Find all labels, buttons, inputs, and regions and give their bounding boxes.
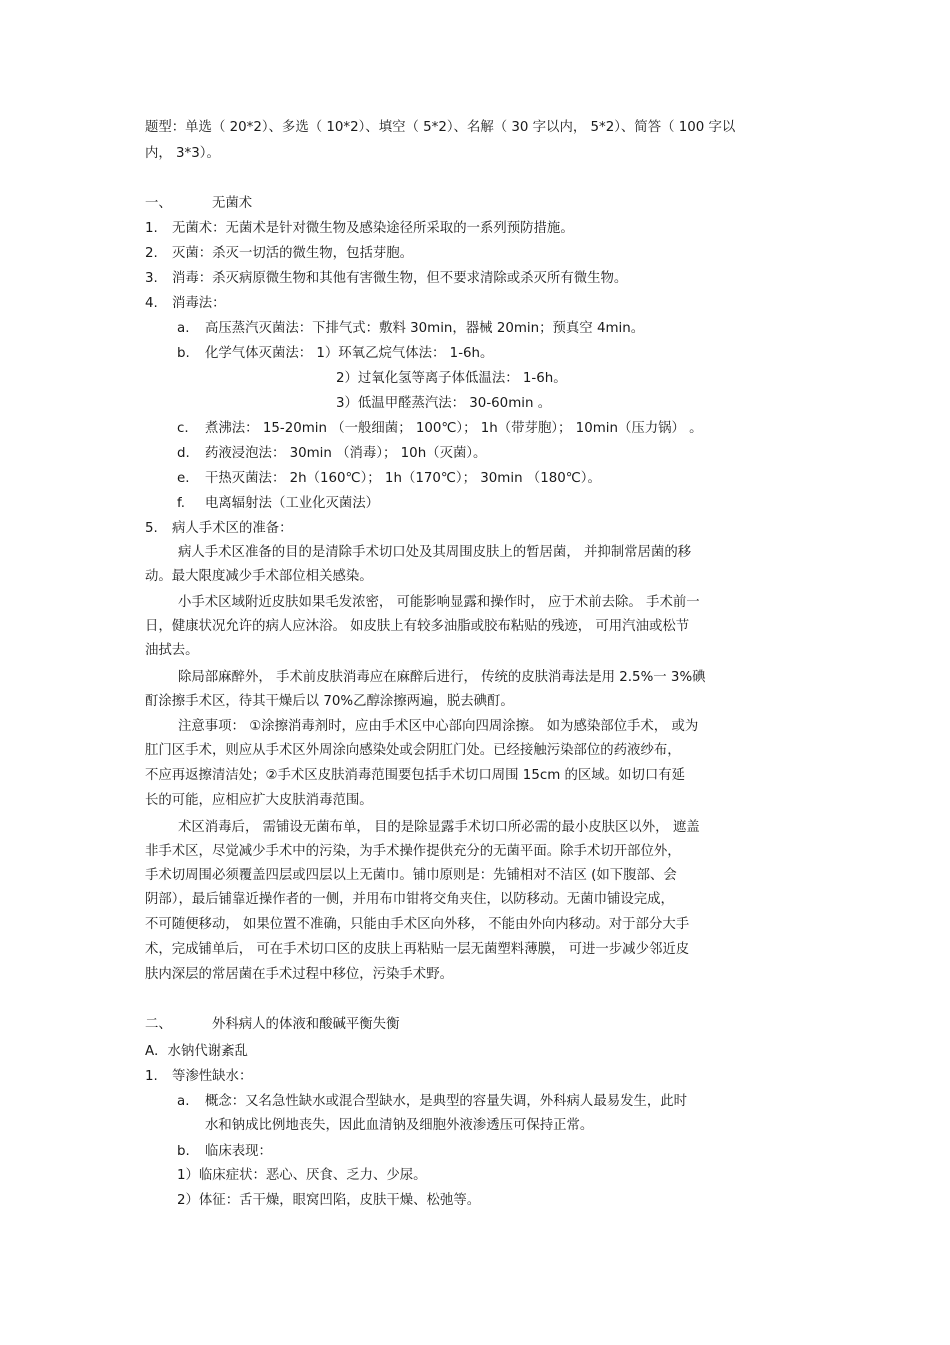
method-b-sub-3: 3）低温甲醛蒸汽法： 30-60min 。 xyxy=(336,396,552,411)
method-d-text: 药液浸泡法： 30min （消毒）； 10h（灭菌）。 xyxy=(205,446,487,461)
method-f-text: 电离辐射法（工业化灭菌法） xyxy=(205,496,380,511)
item-3-text: 消毒：杀灭病原微生物和其他有害微生物，但不要求清除或杀灭所有微生物。 xyxy=(172,271,628,286)
paragraph-5-line-3: 手术切周围必须覆盖四层或四层以上无菌巾。铺巾原则是：先铺相对不洁区 (如下腹部、会 xyxy=(145,868,677,883)
paragraph-5-line-1: 术区消毒后， 需铺设无菌布单， 目的是除显露手术切口所必需的最小皮肤区以外， 遮盖 xyxy=(178,820,700,835)
item-1-number: 1. xyxy=(145,221,158,236)
method-c-mark: c. xyxy=(177,421,189,436)
paragraph-1-line-2: 动。最大限度减少手术部位相关感染。 xyxy=(145,569,373,584)
item-1-text: 无菌术：无菌术是针对微生物及感染途径所采取的一系列预防措施。 xyxy=(172,221,574,236)
paragraph-4-line-3: 不应再返擦清洁处；②手术区皮肤消毒范围要包括手术切口周围 15cm 的区域。如切口有延 xyxy=(145,768,686,783)
paragraph-4-line-1: 注意事项： ①涂擦消毒剂时，应由手术区中心部向四周涂擦。 如为感染部位手术， 或为 xyxy=(178,719,699,734)
s2-b-text: 临床表现： xyxy=(205,1144,272,1159)
s2-item-1-number: 1. xyxy=(145,1069,158,1084)
method-a-mark: a. xyxy=(177,321,190,336)
paragraph-1-line-1: 病人手术区准备的目的是清除手术切口处及其周围皮肤上的暂居菌， 并抑制常居菌的移 xyxy=(178,545,692,560)
method-d-mark: d. xyxy=(177,446,190,461)
s2-b-mark: b. xyxy=(177,1144,190,1159)
s2-symptoms-line: 1）临床症状：恶心、厌食、乏力、少尿。 xyxy=(177,1168,427,1183)
exam-format-line-2: 内， 3*3）。 xyxy=(145,146,220,161)
item-4-text: 消毒法： xyxy=(172,296,226,311)
item-3-number: 3. xyxy=(145,271,158,286)
section-1-number: 一、 xyxy=(145,196,172,211)
subsection-a-title: A．水钠代谢紊乱 xyxy=(145,1044,248,1059)
item-5-text: 病人手术区的准备： xyxy=(172,521,293,536)
method-a-text: 高压蒸汽灭菌法：下排气式：敷料 30min，器械 20min；预真空 4min。 xyxy=(205,321,645,336)
s2-item-1-text: 等渗性缺水： xyxy=(172,1069,253,1084)
section-2-number: 二、 xyxy=(145,1017,172,1032)
item-2-number: 2. xyxy=(145,246,158,261)
paragraph-5-line-2: 非手术区，尽觉减少手术中的污染，为手术操作提供充分的无菌平面。除手术切开部位外， xyxy=(145,844,681,859)
s2-a-line-2: 水和钠成比例地丧失，因此血清钠及细胞外液渗透压可保持正常。 xyxy=(205,1118,594,1133)
paragraph-4-line-2: 肛门区手术，则应从手术区外周涂向感染处或会阴肛门处。已经接触污染部位的药液纱布， xyxy=(145,743,681,758)
method-b-mark: b. xyxy=(177,346,190,361)
method-b-text: 化学气体灭菌法： 1）环氧乙烷气体法： 1-6h。 xyxy=(205,346,494,361)
method-b-sub-2: 2）过氧化氢等离子体低温法： 1-6h。 xyxy=(336,371,567,386)
method-e-mark: e. xyxy=(177,471,190,486)
paragraph-5-line-4: 阴部），最后铺靠近操作者的一侧，并用布巾钳将交角夹住，以防移动。无菌巾铺设完成， xyxy=(145,892,674,907)
paragraph-2-line-2: 日，健康状况允许的病人应沐浴。 如皮肤上有较多油脂或胶布粘贴的残迹， 可用汽油或松节 xyxy=(145,619,690,634)
section-1-title: 无菌术 xyxy=(212,196,253,211)
paragraph-3-line-1: 除局部麻醉外， 手术前皮肤消毒应在麻醉后进行， 传统的皮肤消毒法是用 2.5%一 3%碘 xyxy=(178,670,706,685)
s2-a-mark: a. xyxy=(177,1094,190,1109)
s2-signs-line: 2）体征：舌干燥，眼窝凹陷，皮肤干燥、松弛等。 xyxy=(177,1193,481,1208)
paragraph-2-line-1: 小手术区域附近皮肤如果毛发浓密， 可能影响显露和操作时， 应于术前去除。 手术前一 xyxy=(178,595,700,610)
item-5-number: 5. xyxy=(145,521,158,536)
s2-a-line-1: 概念：又名急性缺水或混合型缺水，是典型的容量失调，外科病人最易发生，此时 xyxy=(205,1094,688,1109)
paragraph-2-line-3: 油拭去。 xyxy=(145,643,199,658)
section-2-title: 外科病人的体液和酸碱平衡失衡 xyxy=(212,1017,400,1032)
item-4-number: 4. xyxy=(145,296,158,311)
exam-format-line-1: 题型：单选（ 20*2）、多选（ 10*2）、填空（ 5*2）、名解（ 30 字以内， 5*2）、简答（ 100 字以 xyxy=(145,120,736,135)
paragraph-5-line-6: 术，完成铺单后， 可在手术切口区的皮肤上再粘贴一层无菌塑料薄膜， 可进一步减少邻近皮 xyxy=(145,942,690,957)
paragraph-5-line-5: 不可随便移动， 如果位置不准确，只能由手术区向外移， 不能由外向内移动。对于部分大手 xyxy=(145,917,690,932)
method-e-text: 干热灭菌法： 2h（160℃）； 1h（170℃）； 30min （180℃）。 xyxy=(205,471,601,486)
paragraph-5-line-7: 肤内深层的常居菌在手术过程中移位，污染手术野。 xyxy=(145,967,453,982)
method-c-text: 煮沸法： 15-20min （一般细菌； 100℃）； 1h（带芽胞）； 10min（压力锅） 。 xyxy=(205,421,703,436)
method-f-mark: f. xyxy=(177,496,185,511)
item-2-text: 灭菌：杀灭一切活的微生物，包括芽胞。 xyxy=(172,246,414,261)
paragraph-4-line-4: 长的可能，应相应扩大皮肤消毒范围。 xyxy=(145,793,373,808)
paragraph-3-line-2: 酊涂擦手术区，待其干燥后以 70%乙醇涂擦两遍，脱去碘酊。 xyxy=(145,694,514,709)
